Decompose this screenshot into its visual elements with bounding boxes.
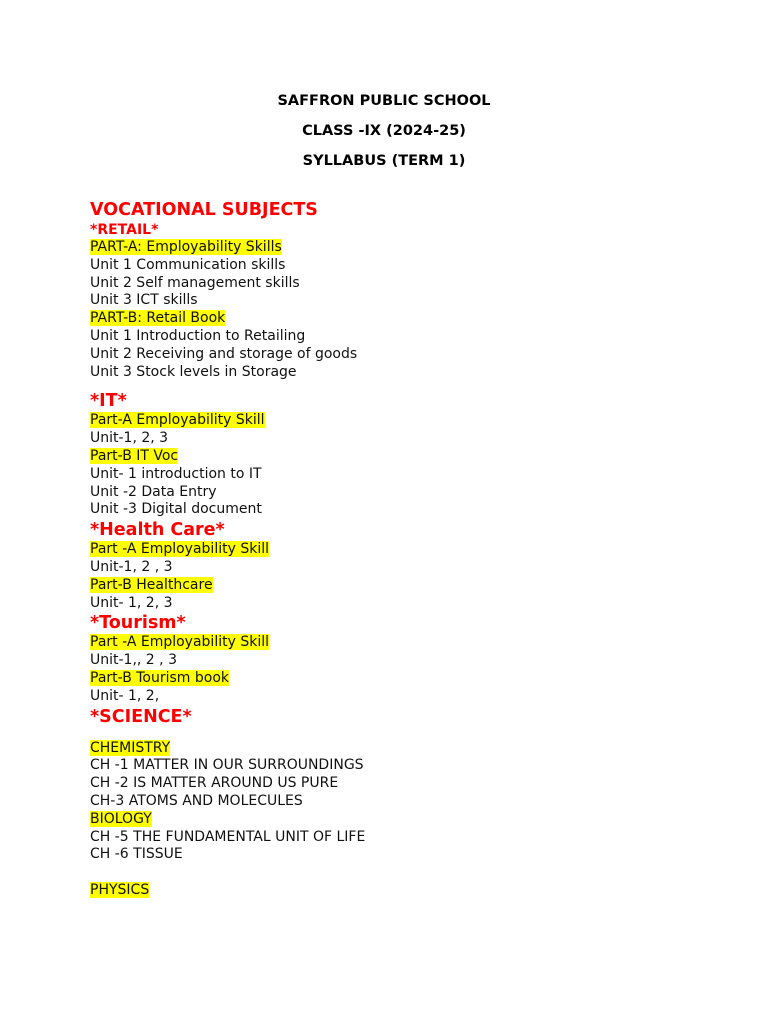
syllabus-title: SYLLABUS (TERM 1) (302, 153, 466, 169)
list-item: Unit- 1, 2, (90, 687, 160, 704)
list-item: Unit 3 ICT skills (90, 292, 198, 309)
list-item: Unit- 1 introduction to IT (90, 465, 262, 482)
health-care-heading: *Health Care* (90, 520, 225, 541)
vocational-heading: VOCATIONAL SUBJECTS (90, 200, 318, 220)
list-item: Unit-1, 2 , 3 (90, 558, 173, 575)
list-item: Unit -2 Data Entry (90, 483, 217, 500)
biology-label: BIOLOGY (90, 810, 152, 827)
list-item: Unit-1,, 2 , 3 (90, 652, 177, 669)
science-heading: *SCIENCE* (90, 706, 192, 727)
list-item: Unit 1 Communication skills (90, 256, 286, 273)
list-item: CH -2 IS MATTER AROUND US PURE (90, 775, 339, 792)
school-name: SAFFRON PUBLIC SCHOOL (277, 93, 491, 109)
retail-part-a-label: PART-A: Employability Skills (90, 239, 282, 255)
list-item: CH -6 TISSUE (90, 846, 183, 863)
list-item: Unit -3 Digital document (90, 501, 262, 518)
list-item: Unit 2 Self management skills (90, 274, 300, 291)
class-title: CLASS -IX (2024-25) (302, 123, 466, 139)
list-item: Unit 3 Stock levels in Storage (90, 363, 297, 380)
retail-part-b-label: PART-B: Retail Book (90, 310, 226, 327)
retail-heading: *RETAIL* (90, 222, 159, 238)
tourism-part-b-label: Part-B Tourism book (90, 669, 230, 686)
list-item: CH -5 THE FUNDAMENTAL UNIT OF LIFE (90, 828, 366, 845)
chemistry-label: CHEMISTRY (90, 739, 171, 756)
list-item: Unit-1, 2, 3 (90, 430, 169, 447)
list-item: Unit 1 Introduction to Retailing (90, 327, 306, 344)
tourism-part-a-label: Part -A Employability Skill (90, 634, 269, 651)
list-item: Unit- 1, 2, 3 (90, 594, 173, 611)
list-item: CH -1 MATTER IN OUR SURROUNDINGS (90, 757, 364, 774)
list-item: CH-3 ATOMS AND MOLECULES (90, 792, 303, 809)
health-part-a-label: Part -A Employability Skill (90, 541, 269, 558)
it-part-a-label: Part-A Employability Skill (90, 412, 265, 429)
syllabus-content (90, 199, 730, 899)
it-part-b-label: Part-B IT Voc (90, 447, 179, 464)
health-part-b-label: Part-B Healthcare (90, 576, 213, 593)
tourism-heading: *Tourism* (90, 613, 186, 634)
physics-label: PHYSICS (90, 881, 150, 898)
list-item: Unit 2 Receiving and storage of goods (90, 345, 358, 362)
it-heading: *IT* (90, 391, 127, 412)
